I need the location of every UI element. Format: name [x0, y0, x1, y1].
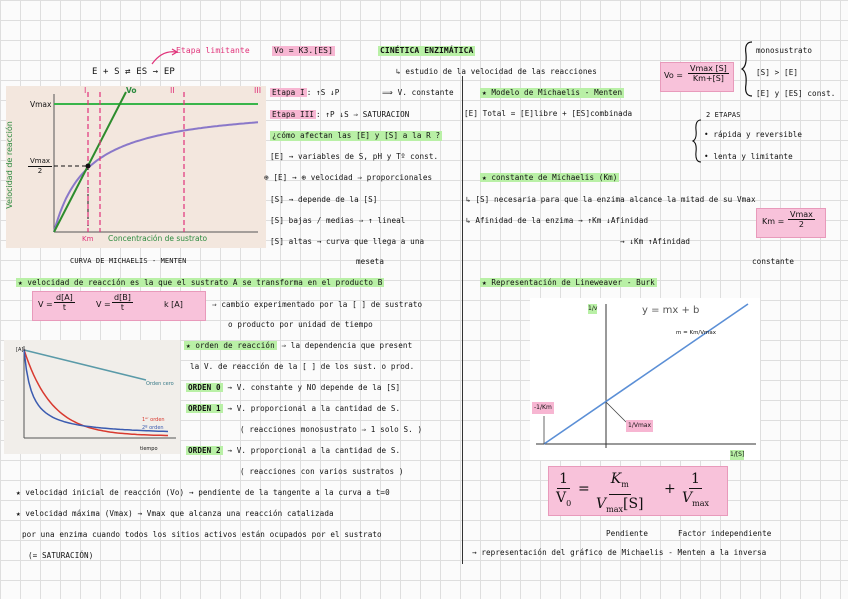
etapa-1-extra: ⟹ V. constante: [382, 88, 454, 97]
e-total: [E] Total = [E]libre + [ES]combinada: [464, 109, 633, 118]
vo-label: Vo: [126, 86, 137, 95]
note-line-6: meseta: [356, 257, 385, 266]
brace-steps-icon: [692, 118, 702, 164]
etapa-1: Etapa I : ↑S ↓P: [272, 88, 340, 97]
reaction-equation: E + S ⇄ ES → EP: [92, 67, 175, 77]
order-xlabel: tiempo: [140, 446, 158, 452]
lb-intercept-term: 1 $V_{max}$: [682, 471, 709, 508]
kinetics-description: ↳ estudio de la velocidad de las reacciones: [396, 67, 597, 76]
limiting-step-label: Etapa limitante: [176, 46, 250, 55]
v0-formula: Vo = K3.[ES]: [274, 46, 333, 55]
vmax-definition: ★ velocidad máxima (Vmax) → Vmax que alcanza una reacción catalizada: [16, 509, 334, 518]
second-order-label: 2º orden: [142, 425, 164, 431]
km-line-3: → ↓Km ↑Afinidad: [620, 237, 691, 246]
lb-slope: m = Km/Vmax: [676, 330, 717, 336]
first-order-label: 1ᵉʳ orden: [142, 417, 165, 423]
mm-model-title: ★ Modelo de Michaelis - Menten: [482, 88, 623, 97]
vo-eq-label: Vo =: [664, 71, 683, 80]
lb-pendiente: Pendiente: [606, 529, 649, 538]
lb-yaxis: 1/v: [588, 305, 598, 312]
phase-2-label: II: [170, 86, 175, 95]
f1-lhs: V =: [38, 300, 53, 309]
lb-representation: → representación del gráfico de Michaelis - Menten a la inversa: [472, 548, 767, 557]
order-line-1: la V. de reacción de la [ ] de los sust. o prod.: [190, 362, 415, 371]
order-2-sub: ( reacciones con varios sustratos ): [240, 467, 404, 476]
lb-slope-term: $K_m$ $V_{max}[S]$: [596, 471, 644, 514]
equilibrium-arrow-icon: ⇄: [125, 67, 131, 77]
lb-xaxis: 1/[S]: [730, 451, 745, 458]
mm-ylabel: Velocidad de reacción: [4, 121, 14, 209]
v0-definition: ★ velocidad inicial de reacción (Vo) → pendiente de la tangente a la curva a t=0: [16, 488, 390, 497]
note-line-3: [S] → depende de la [S]: [270, 195, 378, 204]
etapa-3: Etapa III : ↑P ↓S ⇒ SATURACION: [272, 110, 410, 119]
lb-yint: 1/Vmax: [626, 420, 653, 432]
column-divider: [462, 76, 463, 564]
km-line-2: ↳ Afinidad de la enzima → ↑Km ↓Afinidad: [466, 216, 649, 225]
condition-2: [E] y [ES] const.: [756, 89, 836, 98]
f3: k [A]: [164, 300, 183, 309]
lb-plus: +: [664, 481, 676, 497]
slow-step: • lenta y limitante: [704, 152, 793, 161]
km-label: Km: [82, 235, 94, 243]
order-0: ORDEN 0 → V. constante y NO depende de la [S]: [188, 383, 401, 392]
mm-xlabel: Concentración de sustrato: [108, 234, 208, 243]
velocity-desc-1: ⇒ cambio experimentado por la [ ] de sustrato: [212, 300, 423, 309]
two-steps: 2 ETAPAS: [706, 111, 741, 119]
velocity-title: ★ velocidad de reacción es la que el sustrato A se transforma en el producto B: [18, 278, 383, 287]
order-ylabel: [0, 367, 1, 411]
f2-lhs: V =: [96, 300, 111, 309]
order-zero-label: Orden cero: [146, 381, 174, 387]
f1-fraction: d[A] t: [56, 293, 73, 312]
mm-caption: CURVA DE MICHAELIS - MENTEN: [70, 257, 187, 265]
km-eq-label: Km =: [762, 217, 785, 226]
phase-1-label: I: [84, 86, 87, 95]
lb-factor: Factor independiente: [678, 529, 772, 538]
f2-fraction: d[B] t: [114, 293, 131, 312]
note-line-5: [S] altas → curva que llega a una: [270, 237, 425, 246]
km-title: ★ constante de Michaelis (Km): [482, 173, 618, 182]
condition-1: [S] > [E]: [756, 68, 799, 77]
order-chart: [4, 340, 180, 454]
question: ¿cómo afectan las [E] y [S] a la R ?: [272, 131, 441, 140]
note-line-2: ⊕ [E] → ⊕ velocidad ⇒ proporcionales: [264, 173, 433, 182]
lb-chart: [530, 298, 760, 460]
lb-equation: y = mx + b: [642, 305, 700, 316]
arrow-right-icon: →: [152, 67, 159, 77]
order-1-sub: ( reacciones monosustrato ⇒ 1 solo S. ): [240, 425, 423, 434]
fast-step: • rápida y reversible: [704, 130, 803, 139]
half-vmax-label: Vmax 2: [30, 157, 51, 175]
lb-xint: -1/Km: [532, 402, 554, 414]
lb-equals: =: [578, 481, 590, 497]
kinetics-title: CINÉTICA ENZIMÁTICA: [380, 46, 474, 55]
order-title: ★ orden de reacción ⇒ la dependencia que present: [186, 341, 413, 350]
order-ytop: [A]₀: [16, 347, 26, 353]
lb-lhs: 1 $V_0$: [556, 471, 572, 508]
km-point: [86, 164, 91, 169]
vmax-definition-2: por una enzima cuando todos los sitios activos están ocupados por el sustrato: [22, 530, 382, 539]
km-fraction: Vmax 2: [790, 210, 813, 229]
velocity-desc-2: o producto por unidad de tiempo: [228, 320, 373, 329]
km-constante: constante: [752, 257, 795, 266]
michaelis-fraction: Vmax [S] Km+[S]: [690, 64, 727, 83]
vmax-label: Vmax: [30, 100, 52, 109]
monosustrato-label: monosustrato: [756, 46, 813, 55]
brace-icon: [740, 40, 754, 98]
note-line-1: [E] → variables de S, pH y Tº const.: [270, 152, 439, 161]
order-2: ORDEN 2 → V. proporcional a la cantidad de S.: [188, 446, 401, 455]
km-line-1: ↳ [S] necesaria para que la enzima alcance la mitad de su Vmax: [466, 195, 756, 204]
vmax-definition-3: (= SATURACIÓN): [28, 551, 94, 560]
phase-3-label: III: [254, 86, 262, 95]
lb-title: ★ Representación de Lineweaver - Burk: [482, 278, 655, 287]
order-1: ORDEN 1 → V. proporcional a la cantidad de S.: [188, 404, 401, 413]
note-line-4: [S] bajas / medias ⇒ ↑ lineal: [270, 216, 406, 225]
